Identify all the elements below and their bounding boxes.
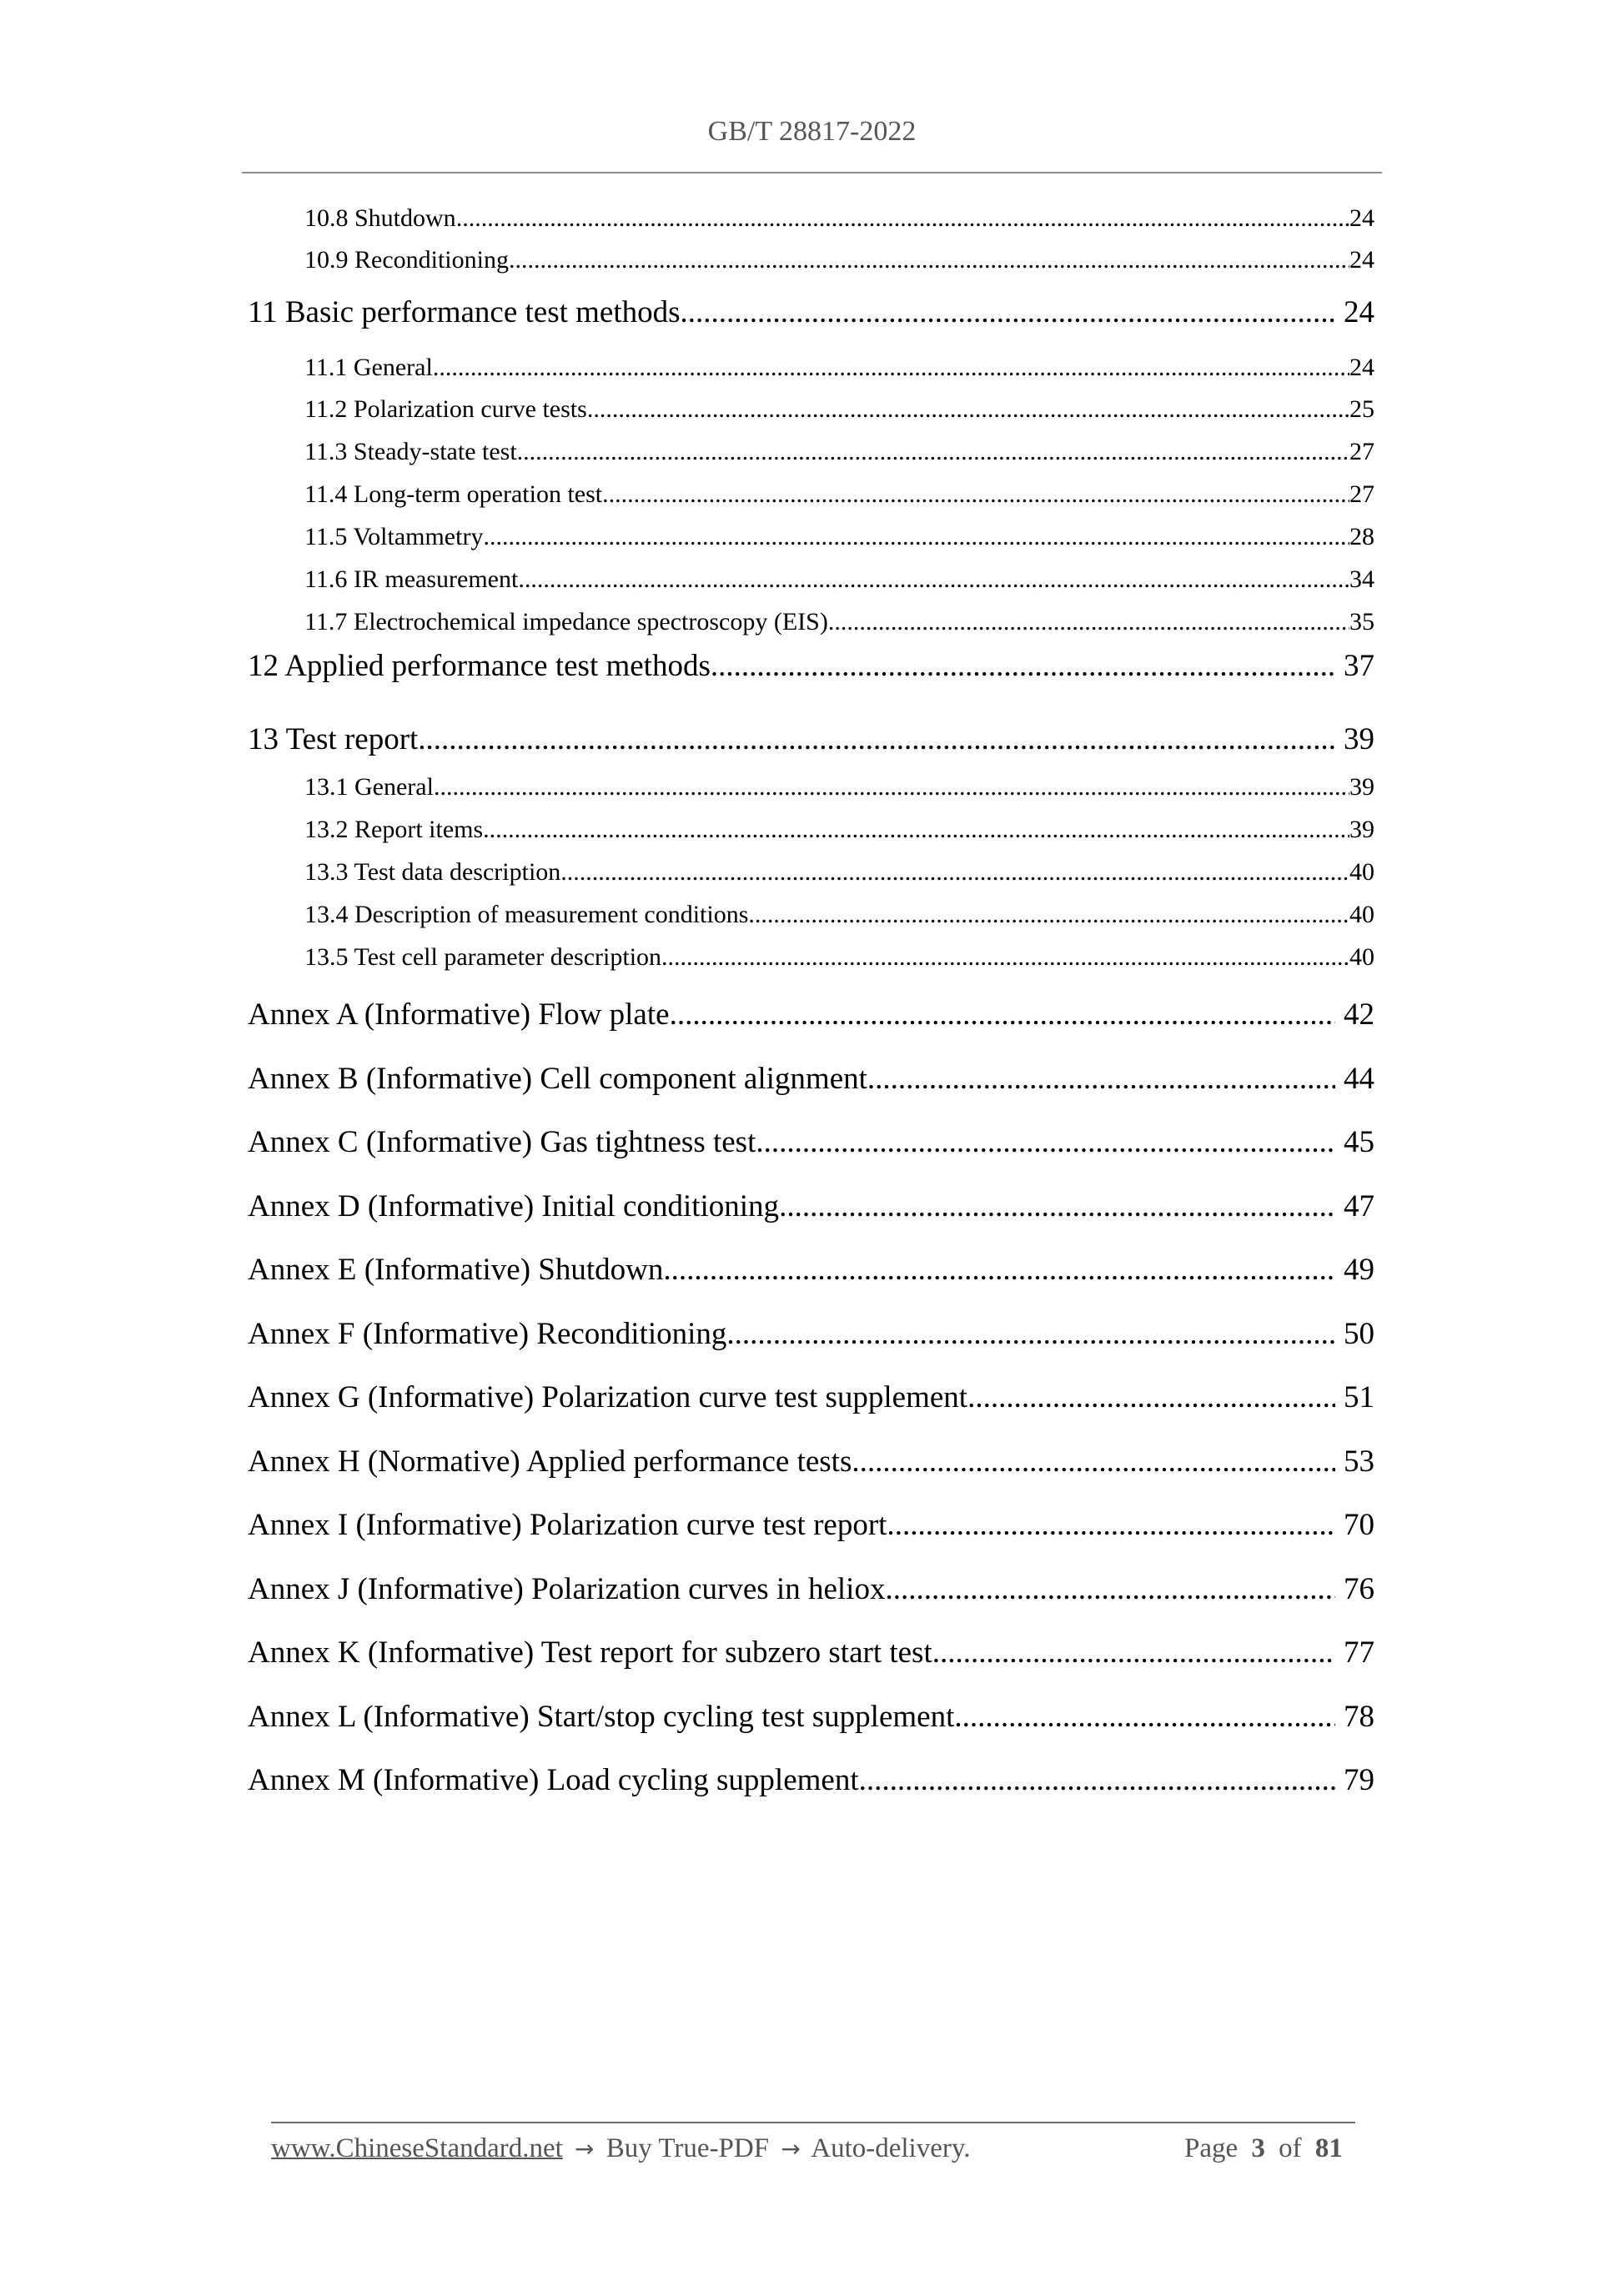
toc-entry-page: 78 — [1344, 1700, 1374, 1734]
chinesestandard-link[interactable]: www.ChineseStandard.net — [271, 2133, 563, 2163]
toc-dot-leader — [885, 1570, 1335, 1609]
toc-entry-title: 11 Basic performance test methods — [248, 295, 681, 329]
toc-entry-title: Annex I (Informative) Polarization curve test report — [248, 1508, 887, 1542]
toc-entry-page: 40 — [1349, 943, 1374, 971]
auto-delivery-text: Auto-delivery. — [811, 2133, 971, 2163]
toc-dot-leader — [711, 647, 1335, 686]
document-header-title: GB/T 28817-2022 — [707, 116, 917, 147]
toc-entry-annex-b[interactable] — [248, 1060, 1374, 1098]
toc-entry-title: Annex A (Informative) Flow plate — [248, 997, 670, 1032]
toc-entry-13-4[interactable] — [304, 898, 1374, 932]
toc-dot-leader — [663, 1251, 1335, 1289]
toc-dot-leader — [681, 294, 1335, 332]
toc-dot-leader — [756, 1123, 1335, 1162]
toc-entry-page: 44 — [1344, 1062, 1374, 1096]
toc-dot-leader — [779, 1188, 1335, 1226]
toc-entry-title: Annex F (Informative) Reconditioning — [248, 1317, 727, 1351]
toc-dot-leader — [726, 1315, 1335, 1354]
header-divider — [242, 172, 1382, 173]
toc-entry-title: Annex B (Informative) Cell component alignment — [248, 1062, 867, 1096]
toc-dot-leader — [932, 1634, 1335, 1672]
toc-entry-page: 35 — [1349, 608, 1374, 636]
toc-dot-leader — [434, 771, 1349, 804]
toc-entry-title: Annex E (Informative) Shutdown — [248, 1253, 664, 1287]
toc-entry-12[interactable] — [248, 647, 1374, 686]
toc-entry-11-4[interactable] — [304, 478, 1374, 511]
page-of-label: of — [1279, 2133, 1302, 2163]
toc-entry-title: 13.1 General — [304, 773, 434, 801]
toc-entry-page: 39 — [1349, 816, 1374, 843]
toc-entry-title: Annex D (Informative) Initial conditioning — [248, 1189, 780, 1223]
toc-dot-leader — [661, 941, 1349, 974]
toc-entry-annex-c[interactable] — [248, 1123, 1374, 1162]
toc-entry-title: 11.2 Polarization curve tests — [304, 395, 587, 423]
toc-entry-title: Annex H (Normative) Applied performance tests — [248, 1444, 852, 1479]
toc-entry-page: 47 — [1344, 1189, 1374, 1223]
toc-dot-leader — [509, 244, 1349, 277]
toc-entry-annex-h[interactable] — [248, 1443, 1374, 1481]
toc-entry-title: 10.8 Shutdown — [304, 204, 456, 232]
toc-entry-page: 24 — [1349, 204, 1374, 232]
toc-entry-page: 51 — [1344, 1380, 1374, 1414]
toc-entry-page: 40 — [1349, 858, 1374, 886]
toc-entry-title: 10.9 Reconditioning — [304, 246, 509, 274]
toc-entry-13[interactable] — [248, 721, 1374, 759]
toc-entry-11-1[interactable] — [304, 351, 1374, 384]
toc-dot-leader — [517, 435, 1349, 469]
toc-entry-page: 27 — [1349, 438, 1374, 465]
toc-entry-title: 12 Applied performance test methods — [248, 649, 711, 683]
toc-entry-annex-m[interactable] — [248, 1761, 1374, 1800]
toc-entry-page: 50 — [1344, 1317, 1374, 1351]
toc-dot-leader — [887, 1506, 1335, 1545]
toc-dot-leader — [518, 563, 1349, 596]
toc-dot-leader — [483, 813, 1349, 847]
buy-true-pdf-text: Buy True-PDF — [605, 2133, 770, 2163]
toc-dot-leader — [587, 393, 1349, 426]
toc-entry-page: 77 — [1344, 1635, 1374, 1670]
toc-entry-page: 40 — [1349, 901, 1374, 928]
toc-entry-title: 13.3 Test data description — [304, 858, 561, 886]
toc-entry-11-3[interactable] — [304, 435, 1374, 469]
toc-entry-title: Annex M (Informative) Load cycling supplement — [248, 1763, 859, 1797]
toc-dot-leader — [828, 605, 1349, 639]
toc-entry-page: 37 — [1344, 649, 1374, 683]
toc-dot-leader — [748, 898, 1349, 932]
toc-entry-page: 53 — [1344, 1444, 1374, 1479]
toc-entry-annex-e[interactable] — [248, 1251, 1374, 1289]
toc-entry-annex-l[interactable] — [248, 1698, 1374, 1736]
toc-entry-11[interactable] — [248, 294, 1374, 332]
toc-dot-leader — [954, 1698, 1335, 1736]
toc-entry-annex-d[interactable] — [248, 1188, 1374, 1226]
toc-entry-title: Annex C (Informative) Gas tightness test — [248, 1125, 756, 1159]
toc-entry-page: 25 — [1349, 395, 1374, 423]
toc-entry-annex-f[interactable] — [248, 1315, 1374, 1354]
toc-entry-13-2[interactable] — [304, 813, 1374, 847]
toc-entry-title: 11.1 General — [304, 354, 433, 381]
page-indicator — [1184, 2132, 1343, 2165]
toc-entry-annex-a[interactable] — [248, 996, 1374, 1034]
toc-entry-page: 34 — [1349, 565, 1374, 593]
toc-entry-title: 11.5 Voltammetry — [304, 523, 484, 550]
toc-entry-title: 13.5 Test cell parameter description — [304, 943, 662, 971]
toc-dot-leader — [483, 520, 1349, 554]
toc-entry-page: 27 — [1349, 480, 1374, 508]
toc-entry-title: Annex G (Informative) Polarization curve test supplement — [248, 1380, 968, 1414]
toc-dot-leader — [859, 1761, 1335, 1800]
toc-entry-page: 45 — [1344, 1125, 1374, 1159]
toc-entry-page: 24 — [1349, 246, 1374, 274]
toc-entry-page: 42 — [1344, 997, 1374, 1032]
toc-entry-page: 24 — [1344, 295, 1374, 329]
toc-entry-10-9[interactable] — [304, 244, 1374, 277]
toc-entry-annex-i[interactable] — [248, 1506, 1374, 1545]
toc-entry-11-5[interactable] — [304, 520, 1374, 554]
toc-dot-leader — [602, 478, 1349, 511]
toc-dot-leader — [967, 1379, 1335, 1417]
toc-entry-10-8[interactable] — [304, 202, 1374, 235]
arrow-right-icon: → — [781, 2135, 801, 2163]
toc-entry-title: 13 Test report — [248, 722, 419, 756]
toc-entry-title: 11.4 Long-term operation test — [304, 480, 603, 508]
toc-dot-leader — [560, 856, 1349, 889]
toc-entry-title: 13.2 Report items — [304, 816, 484, 843]
toc-entry-11-7[interactable] — [304, 605, 1374, 639]
toc-entry-page: 79 — [1344, 1763, 1374, 1797]
toc-dot-leader — [867, 1060, 1335, 1098]
toc-entry-title: 13.4 Description of measurement conditions — [304, 901, 749, 928]
toc-dot-leader — [456, 202, 1349, 235]
toc-entry-title: 11.6 IR measurement — [304, 565, 519, 593]
toc-entry-page: 70 — [1344, 1508, 1374, 1542]
toc-entry-page: 39 — [1344, 722, 1374, 756]
toc-entry-title: 11.7 Electrochemical impedance spectroscopy (EIS) — [304, 608, 828, 636]
toc-entry-13-3[interactable] — [304, 856, 1374, 889]
toc-entry-13-1[interactable] — [304, 771, 1374, 804]
toc-entry-annex-g[interactable] — [248, 1379, 1374, 1417]
toc-entry-page: 24 — [1349, 354, 1374, 381]
toc-entry-13-5[interactable] — [304, 941, 1374, 974]
total-page-count: 81 — [1314, 2133, 1343, 2163]
toc-entry-annex-k[interactable] — [248, 1634, 1374, 1672]
current-page-number: 3 — [1251, 2133, 1265, 2163]
page-label: Page — [1184, 2133, 1239, 2163]
toc-entry-title: Annex K (Informative) Test report for subzero start test — [248, 1635, 932, 1670]
toc-entry-annex-j[interactable] — [248, 1570, 1374, 1609]
toc-entry-title: Annex L (Informative) Start/stop cycling test supplement — [248, 1700, 955, 1734]
toc-dot-leader — [852, 1443, 1335, 1481]
arrow-right-icon: → — [575, 2135, 595, 2163]
toc-entry-11-2[interactable] — [304, 393, 1374, 426]
toc-entry-title: Annex J (Informative) Polarization curves in heliox — [248, 1572, 886, 1606]
toc-entry-page: 76 — [1344, 1572, 1374, 1606]
toc-dot-leader — [433, 351, 1349, 384]
toc-entry-title: 11.3 Steady-state test — [304, 438, 517, 465]
toc-entry-page: 28 — [1349, 523, 1374, 550]
toc-dot-leader — [418, 721, 1335, 759]
page-footer — [271, 2132, 1355, 2165]
toc-entry-11-6[interactable] — [304, 563, 1374, 596]
toc-dot-leader — [670, 996, 1335, 1034]
toc-entry-page: 39 — [1349, 773, 1374, 801]
toc-entry-page: 49 — [1344, 1253, 1374, 1287]
